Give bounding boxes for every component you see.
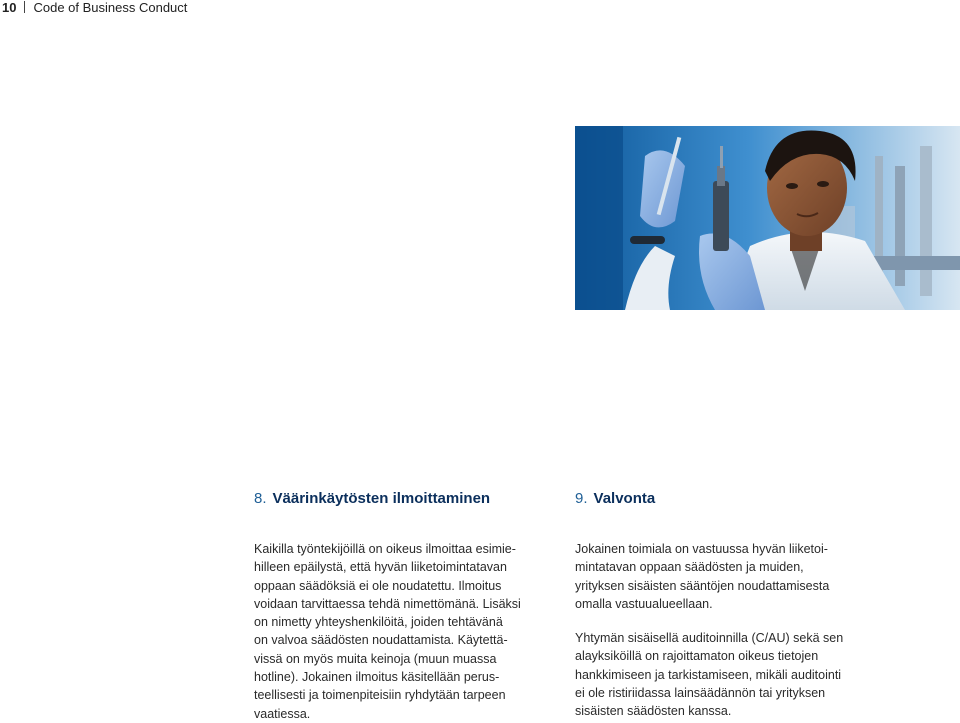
section-9-heading xyxy=(575,488,880,510)
section-8-paragraph xyxy=(254,540,554,723)
section-9-paragraph-2 xyxy=(575,629,880,720)
section-9-title: Valvonta xyxy=(593,490,656,507)
section-8-heading xyxy=(254,488,554,510)
text-line: teellisesti ja toimenpiteisiin ryhdytään tarpeen xyxy=(254,688,506,703)
section-8-number: 8. xyxy=(254,490,267,507)
page-number: 10 xyxy=(2,0,17,15)
section-8 xyxy=(254,488,554,723)
section-9-paragraph-1 xyxy=(575,540,880,613)
text-line: vaatiessa. xyxy=(254,706,311,721)
text-line: voidaan tarvittaessa tehdä nimettömänä. Lisäksi xyxy=(254,596,521,611)
page-header xyxy=(2,0,187,16)
laboratory-photo xyxy=(575,126,960,310)
text-line: Kaikilla työntekijöillä on oikeus ilmoittaa esimie- xyxy=(254,542,516,556)
document-title: Code of Business Conduct xyxy=(33,0,188,15)
text-line: hilleen epäilystä, että hyvän liiketoimintatavan xyxy=(254,560,507,575)
photo-illustration xyxy=(575,126,960,310)
text-line: Jokainen toimiala on vastuussa hyvän liiketoi- xyxy=(575,542,828,556)
text-line: omalla vastuualueellaan. xyxy=(575,596,713,611)
section-8-title: Väärinkäytösten ilmoittaminen xyxy=(272,490,491,507)
text-line: mintatavan oppaan säädösten ja muiden, xyxy=(575,560,804,575)
text-line: vissä on myös muita keinoja (muun muassa xyxy=(254,651,497,666)
header-divider xyxy=(24,1,25,13)
text-line: oppaan säädöksiä ei ole noudatettu. Ilmoitus xyxy=(254,578,502,593)
text-line: yrityksen sisäisten sääntöjen noudattamisesta xyxy=(575,578,830,593)
section-9-number: 9. xyxy=(575,490,588,507)
text-line: hankkimiseen ja tarkistamiseen, mikäli auditointi xyxy=(575,667,842,682)
section-9 xyxy=(575,488,880,721)
text-line: hotline). Jokainen ilmoitus käsitellään perus- xyxy=(254,670,500,685)
text-line: ei ole ristiriidassa lainsäädännön tai yrityksen xyxy=(575,686,826,701)
text-line: on nimetty yhteyshenkilöitä, joiden tehtävänä xyxy=(254,615,503,630)
text-line: Yhtymän sisäisellä auditoinnilla (C/AU) sekä sen xyxy=(575,631,844,646)
text-line: sisäisten säädösten kanssa. xyxy=(575,704,732,719)
text-line: alayksiköillä on rajoittamaton oikeus tietojen xyxy=(575,649,819,664)
text-line: on valvoa säädösten noudattamista. Käytettä- xyxy=(254,633,508,648)
